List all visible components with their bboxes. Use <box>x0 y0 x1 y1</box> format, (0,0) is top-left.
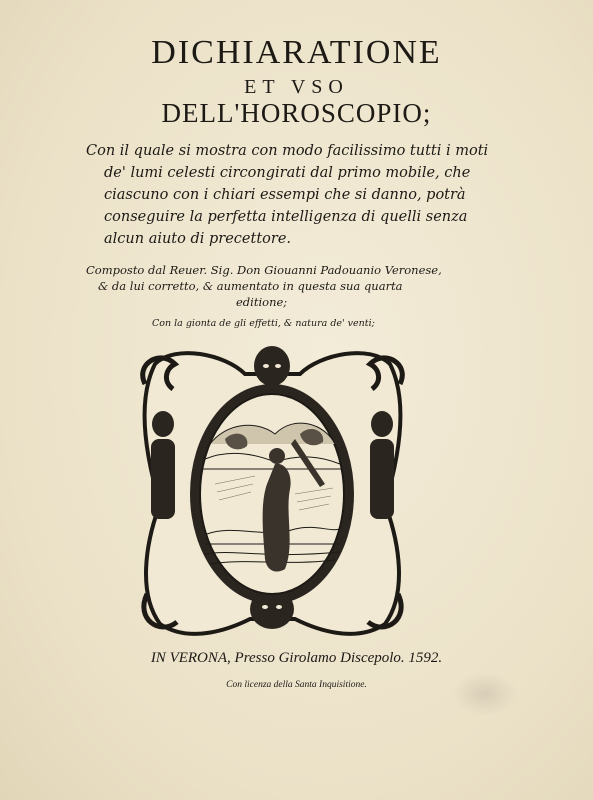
book-title: DICHIARATIONE <box>151 34 442 71</box>
description-line: alcun aiuto di precettore. <box>104 231 292 247</box>
licence-line: Con licenza della Santa Inquisitione. <box>226 680 367 690</box>
description-line: conseguire la perfetta intelligenza di quelli senza <box>104 209 468 225</box>
addition-line: Con la gionta de gli effetti, & natura de' venti; <box>152 318 375 329</box>
description-paragraph <box>86 140 488 250</box>
author-line: Composto dal Reuer. Sig. Don Giouanni Padouanio Veronese, <box>86 263 442 277</box>
description-line: de' lumi celesti circongirati dal primo mobile, che <box>104 165 471 181</box>
imprint-line: IN VERONA, Presso Girolamo Discepolo. 1592. <box>150 650 443 666</box>
author-line: & da lui corretto, & aumentato in questa sua quarta <box>98 279 403 293</box>
author-line: editione; <box>236 295 288 309</box>
book-title-line2: ET VSO <box>244 76 349 98</box>
description-line: Con il quale si mostra con modo facilissimo tutti i moti <box>86 143 489 159</box>
book-title-line3: DELL'HOROSCOPIO; <box>161 98 432 128</box>
woodcut-illustration <box>135 344 410 642</box>
description-line: ciascuno con i chiari essempi che si danno, potrà <box>104 187 466 203</box>
author-paragraph <box>86 262 442 310</box>
paper-stain <box>452 672 518 716</box>
